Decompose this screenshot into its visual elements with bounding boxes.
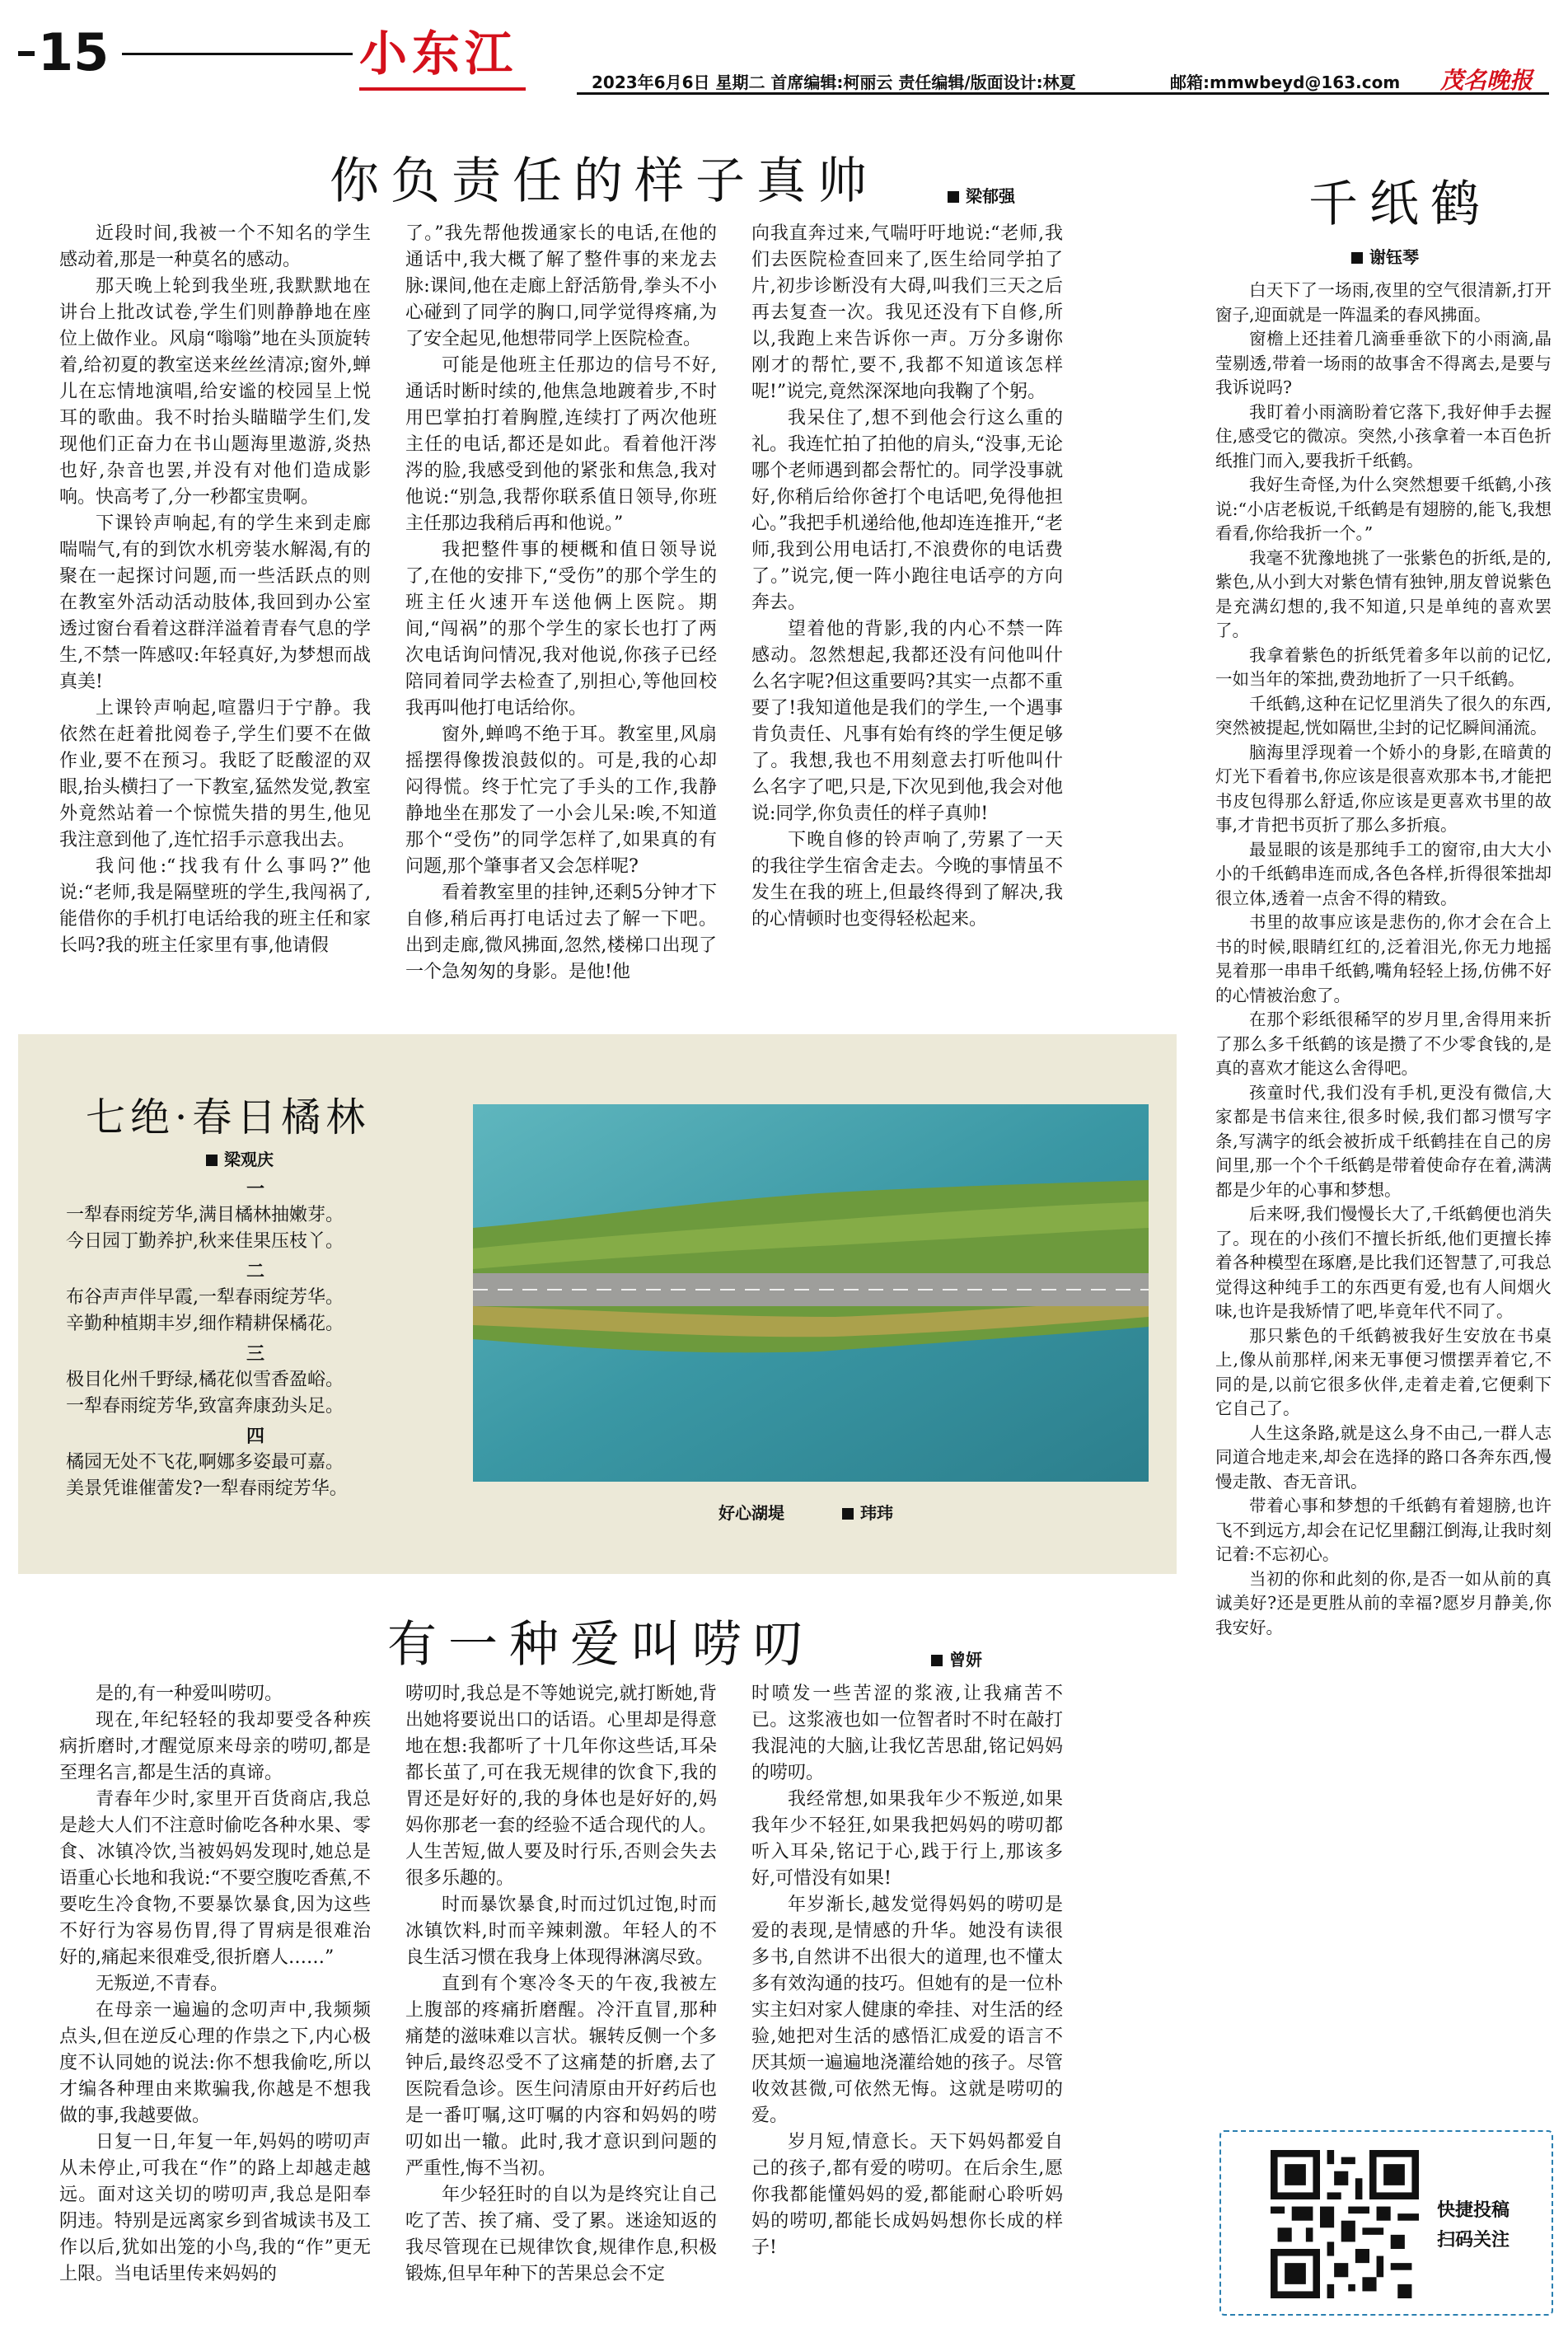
paragraph: 我盯着小雨滴盼着它落下,我好伸手去握住,感受它的微凉。突然,小孩拿着一本百色折纸推门而入,要我折千纸鹤。	[1215, 401, 1552, 471]
poem-line: 一犁春雨绽芳华,满目橘林抽嫩芽。	[66, 1205, 344, 1225]
paragraph: 现在,年纪轻轻的我却要受各种疾病折磨时,才醒觉原来母亲的唠叨,都是至理名言,都是生活的真谛。	[59, 1710, 371, 1783]
qr-label-follow: 扫码关注	[1437, 2230, 1510, 2251]
paragraph: 望着他的背影,我的内心不禁一阵感动。忽然想起,我都还没有问他叫什么名字呢?但这重要吗?其实一点都不重要了!我知道他是我们的学生,一个遇事肯负责任、凡事有始有终的学生便足够了。我想,我也不用刻意去打听他叫什么名字了吧,只是,下次见到他,我会对他说:同学,你负责任的样子真帅!	[751, 619, 1063, 824]
paragraph: 我呆住了,想不到他会行这么重的礼。我连忙拍了拍他的肩头,“没事,无论哪个老师遇到都会帮忙的。同学没事就好,你稍后给你爸打个电话吧,免得他担心。”我把手机递给他,他却连连推开,“老师,我到公用电话打,不浪费你的电话费了。”说完,便一阵小跑往电话亭的方向奔去。	[751, 408, 1063, 613]
paragraph: 了。”我先帮他拨通家长的电话,在他的通话中,我大概了解了整件事的来龙去脉:课间,他在走廊上舒活筋骨,拳头不小心碰到了同学的胸口,同学觉得疼痛,为了安全起见,他想带同学上医院检查。	[405, 223, 717, 349]
page-header	[0, 0, 1568, 107]
date-editors: 2023年6月6日 星期二 首席编辑:柯丽云 责任编辑/版面设计:林夏	[592, 73, 1076, 92]
stanza	[66, 1341, 445, 1420]
poem-line: 布谷声声伴早霞,一犁春雨绽芳华。	[66, 1287, 344, 1308]
qr-label-submit: 快捷投稿	[1437, 2200, 1510, 2221]
qr-box	[1219, 2130, 1553, 2316]
paragraph: 书里的故事应该是悲伤的,你才会在合上书的时候,眼睛红红的,泛着泪光,你无力地摇晃着那一串串千纸鹤,嘴角轻轻上扬,仿佛不好的心情被治愈了。	[1215, 912, 1552, 1005]
article2-column-3	[751, 1681, 1063, 2324]
article2-column-2	[405, 1681, 717, 2324]
paragraph: 看着教室里的挂钟,还剩5分钟才下自修,稍后再打电话过去了解一下吧。出到走廊,微风拂面,忽然,楼梯口出现了一个急匆匆的身影。是他!他	[405, 883, 717, 982]
article1-column-2	[405, 221, 717, 1024]
paragraph: 脑海里浮现着一个娇小的身影,在暗黄的灯光下看着书,你应该是很喜欢那本书,才能把书皮包得那么舒适,你应该是更喜欢书里的故事,才肯把书页折了那么多折痕。	[1215, 742, 1552, 835]
page-number: 15	[38, 22, 110, 82]
photo-caption: 好心湖堤	[718, 1503, 784, 1523]
paragraph: 我把整件事的梗概和值日领导说了,在他的安排下,“受伤”的那个学生的班主任火速开车送他俩上医院。期间,“闯祸”的那个学生的家长也打了两次电话询问情况,我对他说,你孩子已经陪同着同学去检查了,别担心,等他回校我再叫他打电话给你。	[405, 540, 717, 719]
paragraph: 窗檐上还挂着几滴垂垂欲下的小雨滴,晶莹剔透,带着一场雨的故事舍不得离去,是要与我诉说吗?	[1215, 329, 1552, 397]
article3-column	[1215, 279, 1552, 1935]
paragraph: 是的,有一种爱叫唠叨。	[96, 1684, 283, 1704]
paragraph: 年少轻狂时的自以为是终究让自己吃了苦、挨了痛、受了累。迷途知返的我尽管现在已规律饮食,规律作息,积极锻炼,但早年种下的苦果总会不定	[405, 2185, 717, 2284]
paragraph: 那天晚上轮到我坐班,我默默地在讲台上批改试卷,学生们则静静地在座位上做作业。风扇“嗡嗡”地在头顶旋转着,给初夏的教室送来丝丝清凉;窗外,蝉儿在忘情地演唱,给安谧的校园呈上悦耳的歌曲。我不时抬头瞄瞄学生们,发现他们正奋力在书山题海里遨游,炎热也好,杂音也罢,并没有对他们造成影响。快高考了,分一秒都宝贵啊。	[59, 276, 371, 508]
stanza	[66, 1176, 445, 1255]
paragraph: 当初的你和此刻的你,是否一如从前的真诚美好?还是更胜从前的幸福?愿岁月静美,你我安好。	[1215, 1568, 1552, 1637]
article1-title: 你负责任的样子真帅	[330, 152, 878, 210]
paragraph: 那只紫色的千纸鹤被我好生安放在书桌上,像从前那样,闲来无事便习惯摆弄着它,不同的是,以前它很多伙伴,走着走着,它便剩下它自己了。	[1215, 1325, 1552, 1418]
paragraph: 孩童时代,我们没有手机,更没有微信,大家都是书信来往,很多时候,我们都习惯写字条,写满字的纸会被折成千纸鹤挂在自己的房间里,那一个个千纸鹤是带着使命存在着,满满都是少年的心事和梦想。	[1215, 1082, 1552, 1200]
stanza-number: 三	[246, 1343, 264, 1365]
paragraph: 我经常想,如果我年少不叛逆,如果我年少不轻狂,如果我把妈妈的唠叨都听入耳朵,铭记于心,践于行上,那该多好,可惜没有如果!	[751, 1789, 1063, 1889]
poem-title: 七绝·春日橘林	[86, 1094, 371, 1141]
paragraph: 在母亲一遍遍的念叨声中,我频频点头,但在逆反心理的作祟之下,内心极度不认同她的说法:你不想我偷吃,所以才编各种理由来欺骗我,你越是不想我做的事,我越要做。	[59, 2000, 371, 2126]
section-name-underline	[359, 87, 526, 91]
paragraph: 向我直奔过来,气喘吁吁地说:“老师,我们去医院检查回来了,医生给同学拍了片,初步诊断没有大碍,叫我们三天之后再去复查一次。我见还没有下自修,所以,我跑上来告诉你一声。万分多谢你刚才的帮忙,要不,我都不知道该怎样呢!”说完,竟然深深地向我鞠了个躬。	[751, 223, 1063, 402]
paragraph: 带着心事和梦想的千纸鹤有着翅膀,也许飞不到远方,却会在记忆里翻江倒海,让我时刻记着:不忘初心。	[1215, 1496, 1552, 1564]
stanza	[66, 1258, 445, 1337]
qr-code-icon[interactable]	[1271, 2150, 1419, 2298]
paragraph: 后来呀,我们慢慢长大了,千纸鹤便也消失了。现在的小孩们不擅长折纸,他们更擅长捧着各种模型在琢磨,是比我们还智慧了,可我总觉得这种纯手工的东西更有爱,也有人间烟火味,也许是我矫情了吧,毕竟年代不同了。	[1215, 1204, 1552, 1321]
article3-author: 谢钰琴	[1351, 244, 1419, 268]
page-number-dash	[18, 51, 35, 56]
paragraph: 我好生奇怪,为什么突然想要千纸鹤,小孩说:“小店老板说,千纸鹤是有翅膀的,能飞,我想看看,你给我折一个。”	[1215, 475, 1552, 543]
paragraph: 日复一日,年复一年,妈妈的唠叨声从未停止,可我在“作”的路上却越走越远。面对这关切的唠叨声,我总是阳奉阴违。特别是远离家乡到省城读书及工作以后,犹如出笼的小鸟,我的“作”更无上限。当电话里传来妈妈的	[59, 2132, 371, 2284]
paragraph: 可能是他班主任那边的信号不好,通话时断时续的,他焦急地踱着步,不时用巴掌拍打着胸膛,连续打了两次他班主任的电话,都还是如此。看着他汗涔涔的脸,我感受到他的紧张和焦急,我对他说:“别急,我帮你联系值日领导,你班主任那边我稍后再和他说。”	[405, 355, 717, 534]
poem-line: 美景凭谁催蕾发?一犁春雨绽芳华。	[66, 1478, 348, 1499]
paragraph: 白天下了一场雨,夜里的空气很清新,打开窗子,迎面就是一阵温柔的春风拂面。	[1215, 280, 1552, 325]
paragraph: 岁月短,情意长。天下妈妈都爱自己的孩子,都有爱的唠叨。在后余生,愿你我都能懂妈妈的爱,都能耐心聆听妈妈的唠叨,都能长成妈妈想你长成的样子!	[751, 2132, 1063, 2258]
poem-line: 今日园丁勤养护,秋来佳果压枝丫。	[66, 1231, 344, 1252]
poem-line: 橘园无处不飞花,啊娜多姿最可嘉。	[66, 1452, 344, 1473]
paragraph: 直到有个寒冷冬天的午夜,我被左上腹部的疼痛折磨醒。冷汗直冒,那种痛楚的滋味难以言状。辗转反侧一个多钟后,最终忍受不了这痛楚的折磨,去了医院看急诊。医生问清原由开好药后也是一番叮嘱,这叮嘱的内容和妈妈的唠叨如出一辙。此时,我才意识到问题的严重性,悔不当初。	[405, 1974, 717, 2179]
poem-line: 极目化州千野绿,橘花似雪香盈峪。	[66, 1370, 344, 1390]
paragraph: 我拿着紫色的折纸凭着多年以前的记忆,一如当年的笨拙,费劲地折了一只千纸鹤。	[1215, 644, 1552, 689]
poem-line: 一犁春雨绽芳华,致富奔康劲头足。	[66, 1396, 344, 1417]
article3-title: 千纸鹤	[1308, 176, 1491, 233]
poem-line: 辛勤种植期丰岁,细作精耕保橘花。	[66, 1314, 344, 1334]
stanza	[66, 1423, 445, 1502]
paragraph: 唠叨时,我总是不等她说完,就打断她,背出她将要说出口的话语。心里却是得意地在想:我都听了十几年你这些话,耳朵都长茧了,可在我无规律的饮食下,我的胃还是好好的,我的身体也是好好的,妈妈你那老一套的经验不适合现代的人。人生苦短,做人要及时行乐,否则会失去很多乐趣的。	[405, 1684, 717, 1889]
poem-stanzas	[66, 1176, 445, 1502]
article2-column-1	[59, 1681, 371, 2324]
paragraph: 青春年少时,家里开百货商店,我总是趁大人们不注意时偷吃各种水果、零食、冰镇冷饮,当被妈妈发现时,她总是语重心长地和我说:“不要空腹吃香蕉,不要吃生冷食物,不要暴饮暴食,因为这些不好行为容易伤胃,得了胃病是很难治好的,痛起来很难受,很折磨人……”	[59, 1789, 371, 1968]
paragraph: 我问他:“找我有什么事吗?”他说:“老师,我是隔壁班的学生,我闯祸了,能借你的手机打电话给我的班主任和家长吗?我的班主任家里有事,他请假	[59, 856, 371, 956]
article1-column-3	[751, 221, 1063, 1024]
paragraph: 下晚自修的铃声响了,劳累了一天的我往学生宿舍走去。今晚的事情虽不发生在我的班上,但最终得到了解决,我的心情顿时也变得轻松起来。	[751, 830, 1063, 930]
poem-box	[18, 1034, 1177, 1574]
article2-author: 曾妍	[931, 1646, 982, 1670]
photo-author: 玮玮	[842, 1500, 893, 1524]
paragraph: 年岁渐长,越发觉得妈妈的唠叨是爱的表现,是情感的升华。她没有读很多书,自然讲不出很大的道理,也不懂太多有效沟通的技巧。但她有的是一位朴实主妇对家人健康的牵挂、对生活的经验,她把对生活的感悟汇成爱的语言不厌其烦一遍遍地浇灌给她的孩子。尽管收效甚微,可依然无悔。这就是唠叨的爱。	[751, 1895, 1063, 2126]
paragraph: 人生这条路,就是这么身不由己,一群人志同道合地走来,却会在选择的路口各奔东西,慢慢走散、杳无音讯。	[1215, 1422, 1552, 1492]
paragraph: 时而暴饮暴食,时而过饥过饱,时而冰镇饮料,时而辛辣刺激。年轻人的不良生活习惯在我身上体现得淋漓尽致。	[405, 1895, 717, 1968]
poem-author: 梁观庆	[206, 1146, 274, 1170]
paragraph: 千纸鹤,这种在记忆里消失了很久的东西,突然被提起,恍如隔世,尘封的记忆瞬间涌流。	[1215, 693, 1552, 738]
stanza-number: 二	[246, 1261, 264, 1282]
section-name: 小东江	[359, 26, 518, 82]
email: 邮箱:mmwbeyd@163.com	[1170, 73, 1401, 92]
newspaper-logo: 茂名晚报	[1440, 67, 1533, 94]
header-rule-left	[122, 53, 353, 55]
paragraph: 在那个彩纸很稀罕的岁月里,舍得用来折了那么多千纸鹤的该是攒了不少零食钱的,是真的喜欢才能这么舍得吧。	[1215, 1009, 1552, 1078]
stanza-number: 四	[246, 1426, 264, 1447]
paragraph: 我毫不犹豫地挑了一张紫色的折纸,是的,紫色,从小到大对紫色情有独钟,朋友曾说紫色是充满幻想的,我不知道,只是单纯的喜欢罢了。	[1215, 547, 1552, 640]
lake-embankment-photo	[473, 1104, 1149, 1482]
stanza-number: 一	[246, 1178, 264, 1200]
paragraph: 近段时间,我被一个不知名的学生感动着,那是一种莫名的感动。	[59, 223, 371, 270]
article1-author: 梁郁强	[948, 183, 1015, 207]
article1-column-1	[59, 221, 371, 1024]
paragraph: 上课铃声响起,喧嚣归于宁静。我依然在赶着批阅卷子,学生们要不在做作业,要不在预习。我眨了眨酸涩的双眼,抬头横扫了一下教室,猛然发觉,教室外竟然站着一个惊慌失措的男生,他见我注意到他了,连忙招手示意我出去。	[59, 698, 371, 850]
article2-title: 有一种爱叫唠叨	[387, 1616, 814, 1674]
paragraph: 窗外,蝉鸣不绝于耳。教室里,风扇摇摆得像拨浪鼓似的。可是,我的心却闷得慌。终于忙完了手头的工作,我静静地坐在那发了一小会儿呆:唉,不知道那个“受伤”的同学怎样了,如果真的有问题,那个肇事者又会怎样呢?	[405, 724, 717, 877]
paragraph: 无叛逆,不青春。	[96, 1974, 228, 1994]
paragraph: 时喷发一些苦涩的浆液,让我痛苦不已。这浆液也如一位智者时不时在敲打我混沌的大脑,让我忆苦思甜,铭记妈妈的唠叨。	[751, 1684, 1063, 1783]
paragraph: 下课铃声响起,有的学生来到走廊喘喘气,有的到饮水机旁装水解渴,有的聚在一起探讨问题,而一些活跃点的则在教室外活动活动肢体,我回到办公室透过窗台看着这群洋溢着青春气息的学生,不禁一阵感叹:年轻真好,为梦想而战真美!	[59, 513, 371, 692]
paragraph: 最显眼的该是那纯手工的窗帘,由大大小小的千纸鹤串连而成,各色各样,折得很笨拙却很立体,透着一点舍不得的精致。	[1215, 839, 1552, 908]
